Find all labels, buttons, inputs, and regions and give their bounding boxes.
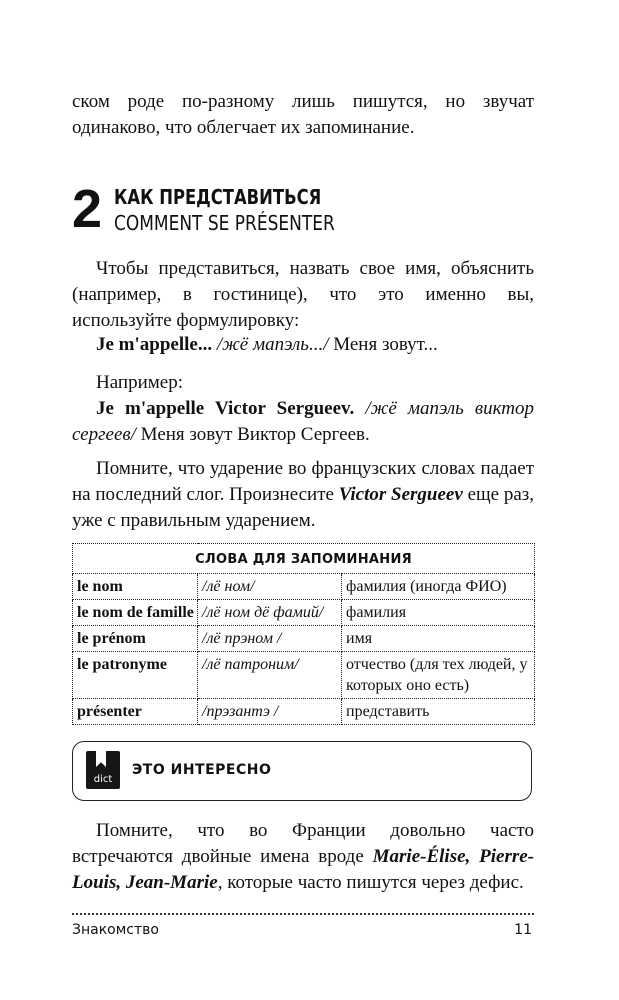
table-row <box>73 574 535 600</box>
vocab-transcription: /прэзантэ / <box>198 699 342 725</box>
stress-text-before: Помните, что ударение во французских словах падает на последний слог. Произнесите <box>72 458 534 505</box>
vocab-transcription: /лё прэном / <box>198 626 342 652</box>
phrase-french: Je m'appelle... <box>96 334 213 355</box>
bookmark-icon <box>96 751 106 767</box>
table-row <box>73 600 535 626</box>
vocab-translation: представить <box>342 699 535 725</box>
vocab-transcription: /лё ном/ <box>198 574 342 600</box>
example-transcription: /жё мапэль виктор сергеев/ <box>72 398 535 445</box>
vocab-translation: фамилия (иногда ФИО) <box>342 574 535 600</box>
intro-instructions-paragraph: Чтобы представиться, назвать свое имя, объяснить (например, в гостинице), что это именно вы, используйте формулировку: <box>72 258 534 331</box>
table-row <box>73 652 535 699</box>
vocab-translation: имя <box>342 626 535 652</box>
vocab-transcription: /лё ном дё фамий/ <box>198 600 342 626</box>
stress-paragraph <box>72 456 534 534</box>
vocab-french: présenter <box>73 699 198 725</box>
example-label: Например: <box>96 372 183 393</box>
double-names-text-after: , которые часто пишутся через дефис. <box>217 872 524 893</box>
vocab-french: le patronyme <box>73 652 198 699</box>
section-title-ru: КАК ПРЕДСТАВИТЬСЯ <box>114 185 322 209</box>
vocabulary-table-header: СЛОВА ДЛЯ ЗАПОМИНАНИЯ <box>73 544 535 574</box>
vocab-french: le nom <box>73 574 198 600</box>
phrase-transcription: /жё мапэль.../ <box>216 334 329 355</box>
double-names-examples: Marie-Élise, Pierre-Louis, Jean-Marie <box>72 846 534 893</box>
page-number: 11 <box>514 922 532 938</box>
table-row <box>73 626 535 652</box>
example-block <box>72 370 534 448</box>
vocabulary-table <box>72 543 535 725</box>
vocab-french: le prénom <box>73 626 198 652</box>
intro-paragraph: ском роде по-разному лишь пишутся, но звучат одинаково, что облегчает их запоминание. <box>72 91 534 138</box>
footer-chapter: Знакомство <box>72 922 159 938</box>
interesting-callout <box>72 741 532 801</box>
double-names-text-before: Помните, что во Франции довольно часто встречаются двойные имена вроде <box>72 820 534 867</box>
phrase-example <box>96 332 534 358</box>
stress-text-after: еще раз, уже с правильным ударением. <box>72 484 535 531</box>
phrase-translation: Меня зовут... <box>333 334 438 355</box>
example-sentence <box>72 396 534 448</box>
table-row <box>73 699 535 725</box>
vocab-french: le nom de famille <box>73 600 198 626</box>
dictionary-icon <box>86 751 120 789</box>
interesting-title: ЭТО ИНТЕРЕСНО <box>132 762 272 778</box>
vocab-translation: фамилия <box>342 600 535 626</box>
example-translation: Меня зовут Виктор Сергеев. <box>140 424 370 445</box>
vocab-translation: отчество (для тех людей, у которых оно есть) <box>342 652 535 699</box>
vocab-transcription: /лё патроним/ <box>198 652 342 699</box>
section-heading <box>72 179 534 245</box>
dictionary-icon-label: dict <box>93 774 113 785</box>
section-number: 2 <box>72 179 102 239</box>
double-names-paragraph <box>72 818 534 896</box>
stress-name: Victor Sergueev <box>338 484 463 505</box>
example-french: Je m'appelle Victor Sergueev. <box>96 398 355 419</box>
section-title-fr: COMMENT SE PRÉSENTER <box>114 211 335 235</box>
footer-divider <box>72 913 534 915</box>
